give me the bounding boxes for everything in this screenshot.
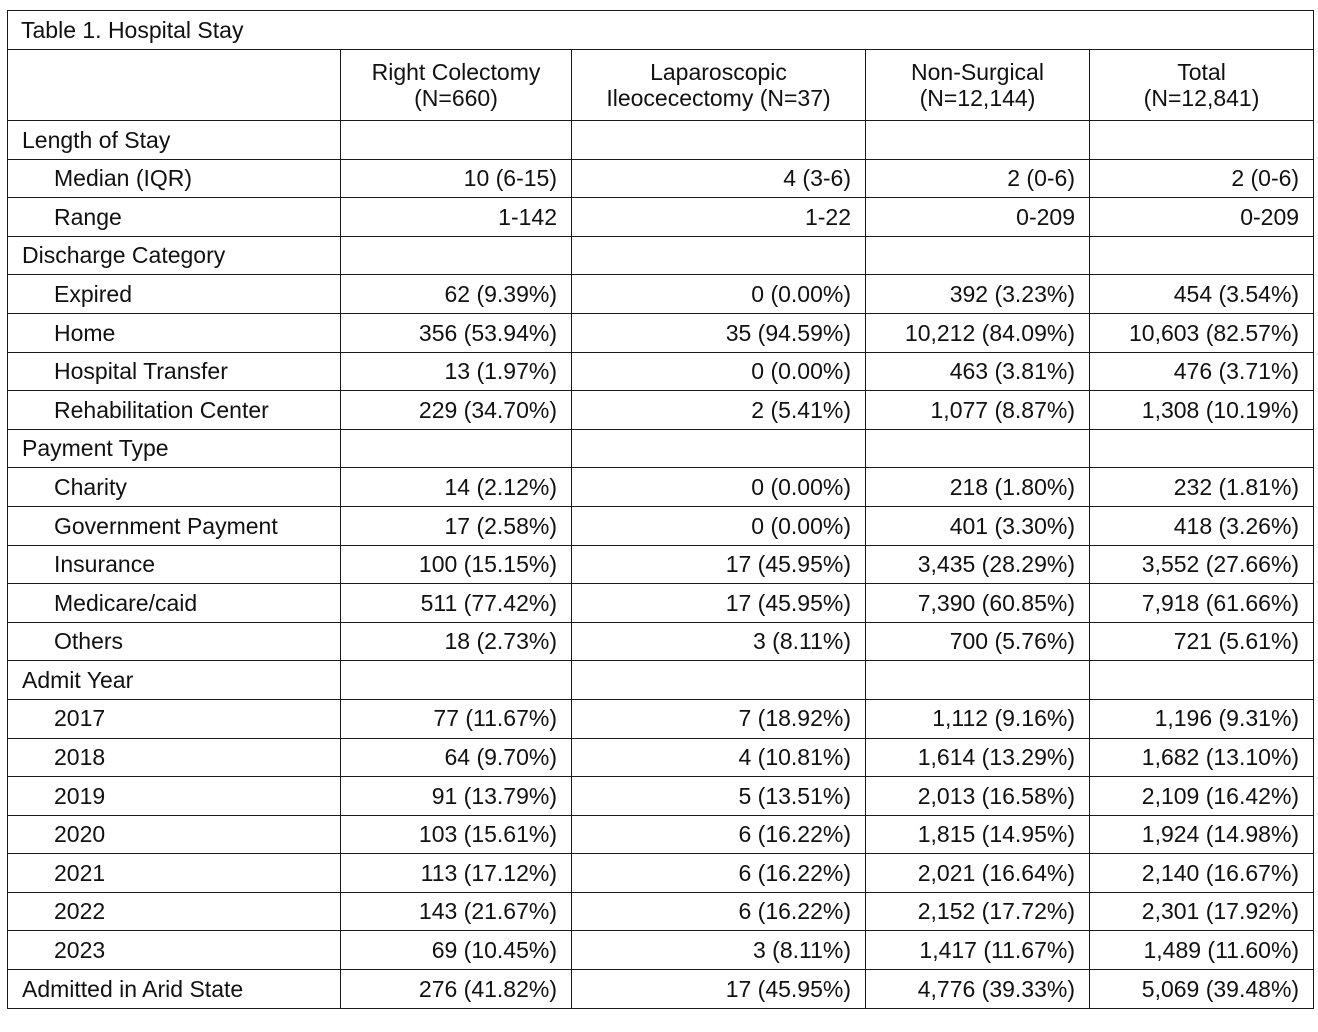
column-header-line: (N=12,144) — [919, 85, 1036, 111]
table-cell: 14 (2.12%) — [341, 468, 572, 507]
table-cell: 1,112 (9.16%) — [866, 699, 1090, 738]
table-cell: 2,152 (17.72%) — [866, 892, 1090, 931]
table-group-row — [8, 236, 1314, 275]
table-cell: 10,212 (84.09%) — [866, 313, 1090, 352]
table-row — [8, 854, 1314, 893]
table-row — [8, 931, 1314, 970]
table-cell: 64 (9.70%) — [341, 738, 572, 777]
table-cell: 77 (11.67%) — [341, 699, 572, 738]
table-cell: 232 (1.81%) — [1090, 468, 1314, 507]
table-group-row — [8, 661, 1314, 700]
table-cell: 721 (5.61%) — [1090, 622, 1314, 661]
table-cell: 2 (0-6) — [866, 159, 1090, 198]
table-cell: 1,196 (9.31%) — [1090, 699, 1314, 738]
table-cell: 463 (3.81%) — [866, 352, 1090, 391]
table-cell: 4,776 (39.33%) — [866, 970, 1090, 1009]
table-cell: 7,918 (61.66%) — [1090, 584, 1314, 623]
row-label: Others — [8, 622, 341, 661]
table-cell: 6 (16.22%) — [572, 815, 866, 854]
column-header-line: Non-Surgical — [911, 58, 1044, 85]
table-row — [8, 352, 1314, 391]
table-cell: 2 (5.41%) — [572, 391, 866, 430]
table-cell: 5 (13.51%) — [572, 777, 866, 816]
column-header-line: Ileocecectomy (N=37) — [606, 85, 831, 111]
column-header-non-surgical — [866, 50, 1090, 121]
table-caption: Table 1. Hospital Stay — [8, 11, 1314, 50]
row-label: Range — [8, 198, 341, 237]
table-cell: 276 (41.82%) — [341, 970, 572, 1009]
table-cell: 62 (9.39%) — [341, 275, 572, 314]
table-cell: 418 (3.26%) — [1090, 506, 1314, 545]
table-cell: 103 (15.61%) — [341, 815, 572, 854]
row-label: Hospital Transfer — [8, 352, 341, 391]
hospital-stay-table — [7, 10, 1314, 1009]
table-row — [8, 506, 1314, 545]
table-group-row — [8, 970, 1314, 1009]
row-label: 2018 — [8, 738, 341, 777]
header-row — [8, 50, 1314, 121]
table-cell: 1-22 — [572, 198, 866, 237]
table-cell: 7 (18.92%) — [572, 699, 866, 738]
table-cell: 3 (8.11%) — [572, 622, 866, 661]
table-row — [8, 622, 1314, 661]
table-group-row — [8, 429, 1314, 468]
column-header-line: (N=12,841) — [1143, 85, 1260, 111]
table-cell: 3,435 (28.29%) — [866, 545, 1090, 584]
table-cell: 700 (5.76%) — [866, 622, 1090, 661]
table-cell: 1,308 (10.19%) — [1090, 391, 1314, 430]
table-cell: 229 (34.70%) — [341, 391, 572, 430]
table-cell: 4 (3-6) — [572, 159, 866, 198]
row-label: Expired — [8, 275, 341, 314]
row-label: Medicare/caid — [8, 584, 341, 623]
table-cell — [1090, 429, 1314, 468]
row-label: 2023 — [8, 931, 341, 970]
table-cell: 2,140 (16.67%) — [1090, 854, 1314, 893]
row-label: 2021 — [8, 854, 341, 893]
column-header-right-colectomy — [341, 50, 572, 121]
table-row — [8, 777, 1314, 816]
table-cell: 6 (16.22%) — [572, 854, 866, 893]
row-group-label: Payment Type — [8, 429, 341, 468]
table-row — [8, 892, 1314, 931]
table-cell: 2 (0-6) — [1090, 159, 1314, 198]
table-cell: 13 (1.97%) — [341, 352, 572, 391]
table-row — [8, 198, 1314, 237]
table-cell: 2,301 (17.92%) — [1090, 892, 1314, 931]
row-group-label: Admit Year — [8, 661, 341, 700]
table-cell: 1-142 — [341, 198, 572, 237]
row-label: Insurance — [8, 545, 341, 584]
table-cell: 0 (0.00%) — [572, 275, 866, 314]
table-cell — [341, 236, 572, 275]
table-cell: 6 (16.22%) — [572, 892, 866, 931]
table-cell: 2,021 (16.64%) — [866, 854, 1090, 893]
row-label: 2019 — [8, 777, 341, 816]
table-cell: 392 (3.23%) — [866, 275, 1090, 314]
row-label: Charity — [8, 468, 341, 507]
table-row — [8, 545, 1314, 584]
table-cell — [866, 121, 1090, 160]
table-cell: 17 (2.58%) — [341, 506, 572, 545]
table-cell: 0-209 — [866, 198, 1090, 237]
row-label: 2022 — [8, 892, 341, 931]
table-cell: 10,603 (82.57%) — [1090, 313, 1314, 352]
table-cell: 17 (45.95%) — [572, 970, 866, 1009]
table-cell: 4 (10.81%) — [572, 738, 866, 777]
table-cell: 1,614 (13.29%) — [866, 738, 1090, 777]
table-cell: 1,682 (13.10%) — [1090, 738, 1314, 777]
table-cell: 454 (3.54%) — [1090, 275, 1314, 314]
table-cell: 35 (94.59%) — [572, 313, 866, 352]
table-cell: 69 (10.45%) — [341, 931, 572, 970]
row-label: Government Payment — [8, 506, 341, 545]
column-header-line: Right Colectomy — [371, 58, 541, 85]
table-row — [8, 699, 1314, 738]
table-cell: 1,489 (11.60%) — [1090, 931, 1314, 970]
row-label: Home — [8, 313, 341, 352]
table-row — [8, 815, 1314, 854]
table-cell: 218 (1.80%) — [866, 468, 1090, 507]
table-cell — [572, 236, 866, 275]
table-cell — [572, 661, 866, 700]
table-cell: 143 (21.67%) — [341, 892, 572, 931]
table-row — [8, 313, 1314, 352]
table-cell: 1,815 (14.95%) — [866, 815, 1090, 854]
table-cell — [1090, 661, 1314, 700]
row-label: 2017 — [8, 699, 341, 738]
table-cell: 100 (15.15%) — [341, 545, 572, 584]
table-cell: 1,077 (8.87%) — [866, 391, 1090, 430]
table-cell — [572, 429, 866, 468]
table-cell: 91 (13.79%) — [341, 777, 572, 816]
table-cell: 356 (53.94%) — [341, 313, 572, 352]
table-cell: 18 (2.73%) — [341, 622, 572, 661]
row-group-label: Discharge Category — [8, 236, 341, 275]
table-cell: 0 (0.00%) — [572, 506, 866, 545]
table-cell: 3 (8.11%) — [572, 931, 866, 970]
header-empty-cell — [8, 50, 341, 121]
row-group-label: Admitted in Arid State — [8, 970, 341, 1009]
table-cell: 0 (0.00%) — [572, 468, 866, 507]
row-label: Median (IQR) — [8, 159, 341, 198]
row-label: 2020 — [8, 815, 341, 854]
table-cell — [1090, 236, 1314, 275]
table-cell: 7,390 (60.85%) — [866, 584, 1090, 623]
table-cell — [866, 236, 1090, 275]
table-cell: 1,924 (14.98%) — [1090, 815, 1314, 854]
table-group-row — [8, 121, 1314, 160]
table-cell: 401 (3.30%) — [866, 506, 1090, 545]
table-cell: 2,013 (16.58%) — [866, 777, 1090, 816]
table-cell — [572, 121, 866, 160]
table-row — [8, 468, 1314, 507]
column-header-line: Laparoscopic — [650, 58, 787, 85]
table-cell — [341, 429, 572, 468]
table-row — [8, 275, 1314, 314]
table-cell: 17 (45.95%) — [572, 545, 866, 584]
table-cell: 0-209 — [1090, 198, 1314, 237]
column-header-total — [1090, 50, 1314, 121]
table-cell: 113 (17.12%) — [341, 854, 572, 893]
table-row — [8, 738, 1314, 777]
table-row — [8, 584, 1314, 623]
column-header-laparoscopic-ileocecectomy — [572, 50, 866, 121]
table-cell — [1090, 121, 1314, 160]
table-cell: 0 (0.00%) — [572, 352, 866, 391]
row-label: Rehabilitation Center — [8, 391, 341, 430]
table-cell: 1,417 (11.67%) — [866, 931, 1090, 970]
table-cell: 5,069 (39.48%) — [1090, 970, 1314, 1009]
table-cell — [341, 121, 572, 160]
table-cell: 10 (6-15) — [341, 159, 572, 198]
row-group-label: Length of Stay — [8, 121, 341, 160]
table-cell — [866, 429, 1090, 468]
column-header-line: (N=660) — [414, 85, 498, 111]
table-row — [8, 391, 1314, 430]
caption-row — [8, 11, 1314, 50]
table-cell: 3,552 (27.66%) — [1090, 545, 1314, 584]
column-header-line: Total — [1177, 58, 1226, 85]
table-cell — [866, 661, 1090, 700]
table-row — [8, 159, 1314, 198]
table-cell: 2,109 (16.42%) — [1090, 777, 1314, 816]
table-cell — [341, 661, 572, 700]
table-cell: 476 (3.71%) — [1090, 352, 1314, 391]
table-cell: 17 (45.95%) — [572, 584, 866, 623]
table-cell: 511 (77.42%) — [341, 584, 572, 623]
